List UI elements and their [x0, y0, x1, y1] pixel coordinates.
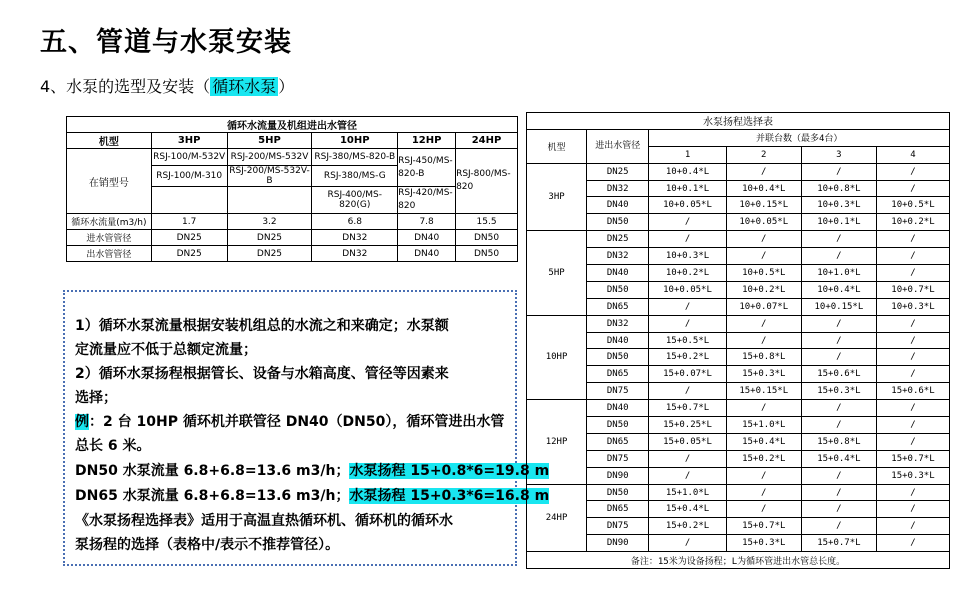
head-value-cell: / [801, 501, 876, 518]
table-cell: DN25 [151, 230, 227, 246]
head-value-cell: 10+0.2*L [726, 281, 801, 298]
head-value-cell: / [876, 535, 949, 552]
pipe-cell: DN32 [587, 248, 649, 265]
pipe-cell: DN75 [587, 518, 649, 535]
table-row [527, 501, 950, 518]
pipe-cell: DN50 [587, 214, 649, 231]
table-cell: DN25 [151, 246, 227, 262]
model-cell: 12HP [527, 400, 587, 484]
head-value-cell: / [801, 248, 876, 265]
table-row [527, 417, 950, 434]
head-value-cell: 10+0.07*L [726, 298, 801, 315]
table-cell: DN32 [312, 246, 398, 262]
table-row [527, 197, 950, 214]
head-value-cell: 15+0.3*L [876, 467, 949, 484]
head-value-cell: / [649, 298, 726, 315]
table-row [527, 315, 950, 332]
model-cell: RSJ-200/MS-532V [227, 149, 312, 166]
head-value-cell: / [876, 265, 949, 282]
head-value-cell: / [649, 231, 726, 248]
head-value-cell: / [726, 400, 801, 417]
dn50-line [75, 459, 549, 483]
dn65-highlight: 水泵扬程 15+0.3*6=16.8 m [349, 488, 550, 504]
header-cell: 24HP [456, 133, 518, 149]
head-value-cell: 15+0.2*L [649, 349, 726, 366]
header-cell: 12HP [398, 133, 456, 149]
row-label: 进水管管径 [67, 230, 152, 246]
pipe-cell: DN75 [587, 383, 649, 400]
head-value-cell: / [726, 248, 801, 265]
row-label: 出水管管径 [67, 246, 152, 262]
head-value-cell: 10+0.4*L [649, 163, 726, 180]
head-value-cell: / [726, 484, 801, 501]
head-value-cell: 10+0.05*L [649, 197, 726, 214]
example-text: ：2 台 10HP 循环机并联管径 DN40（DN50），循环管进出水管 [89, 414, 505, 430]
pipe-cell: DN65 [587, 433, 649, 450]
pipe-cell: DN25 [587, 231, 649, 248]
flow-pipe-table [66, 116, 518, 262]
model-cell: 10HP [527, 315, 587, 399]
head-value-cell: / [876, 231, 949, 248]
head-value-cell: 15+0.6*L [876, 383, 949, 400]
head-value-cell: 15+0.5*L [649, 332, 726, 349]
head-value-cell: 15+0.3*L [726, 366, 801, 383]
head-value-cell: / [876, 417, 949, 434]
head-value-cell: 15+0.05*L [649, 433, 726, 450]
pipe-cell: DN40 [587, 332, 649, 349]
table-row [527, 332, 950, 349]
table-cell: DN50 [456, 230, 518, 246]
page-title: 五、管道与水泵安装 [40, 27, 292, 58]
head-value-cell: / [801, 349, 876, 366]
head-value-cell: 10+0.4*L [801, 281, 876, 298]
subtitle-highlight: 循环水泵 [212, 77, 277, 96]
head-value-cell: 10+0.5*L [876, 197, 949, 214]
head-value-cell: 15+0.25*L [649, 417, 726, 434]
pipe-cell: DN32 [587, 315, 649, 332]
pipe-cell: DN25 [587, 163, 649, 180]
pipe-cell: DN65 [587, 298, 649, 315]
head-value-cell: / [726, 163, 801, 180]
head-value-cell: 10+0.3*L [649, 248, 726, 265]
head-value-cell: 15+1.0*L [649, 484, 726, 501]
header-cell: 2 [726, 146, 801, 163]
pipe-cell: DN40 [587, 400, 649, 417]
pipe-cell: DN50 [587, 349, 649, 366]
head-value-cell: 10+0.5*L [726, 265, 801, 282]
table-row [527, 484, 950, 501]
head-value-cell: / [726, 315, 801, 332]
head-value-cell: 15+0.2*L [649, 518, 726, 535]
table-cell: 3.2 [227, 214, 312, 230]
model-cell: RSJ-380/MS-G [312, 166, 398, 187]
example-line [75, 410, 504, 434]
table-row [527, 349, 950, 366]
dn65-line [75, 484, 549, 508]
head-value-cell: 15+0.8*L [726, 349, 801, 366]
table-row [527, 214, 950, 231]
notes-box [63, 290, 550, 566]
table-row [527, 383, 950, 400]
head-value-cell: / [801, 332, 876, 349]
head-value-cell: 10+0.15*L [726, 197, 801, 214]
note-line: 《水泵扬程选择表》适用于高温直热循环机、循环机的循环水 [75, 513, 453, 529]
note-line: 选择； [75, 390, 117, 406]
row-label: 循环水流量(m3/h) [67, 214, 152, 230]
head-value-cell: / [876, 518, 949, 535]
note-line: 定流量应不低于总额定流量； [75, 342, 257, 358]
dn65-text: DN65 水泵流量 6.8+6.8=13.6 m3/h； [75, 488, 350, 504]
dn50-highlight: 水泵扬程 15+0.8*6=19.8 m [349, 463, 550, 479]
head-value-cell: / [726, 332, 801, 349]
head-value-cell: 15+0.6*L [801, 366, 876, 383]
flow-table-caption: 循环水流量及机组进出水管径 [67, 117, 518, 133]
head-table-footnote: 备注：15米为设备扬程；L为循环管进出水管总长度。 [527, 552, 950, 569]
head-value-cell: / [876, 366, 949, 383]
head-value-cell: 10+0.15*L [801, 298, 876, 315]
head-value-cell: / [726, 231, 801, 248]
head-value-cell: 15+0.4*L [726, 433, 801, 450]
pipe-cell: DN40 [587, 197, 649, 214]
head-value-cell: 10+0.05*L [649, 281, 726, 298]
pipe-cell: DN32 [587, 180, 649, 197]
head-value-cell: / [876, 484, 949, 501]
head-value-cell: 10+0.3*L [876, 298, 949, 315]
head-table-caption: 水泵扬程选择表 [527, 113, 950, 130]
dn50-text: DN50 水泵流量 6.8+6.8=13.6 m3/h； [75, 463, 350, 479]
table-row [527, 265, 950, 282]
section-subtitle [40, 74, 294, 97]
note-line: 1）循环水泵流量根据安装机组总的水流之和来确定；水泵额 [75, 318, 449, 334]
head-value-cell: 15+0.2*L [726, 450, 801, 467]
table-row [527, 281, 950, 298]
table-cell: 1.7 [151, 214, 227, 230]
table-row [527, 366, 950, 383]
head-value-cell: / [876, 501, 949, 518]
model-cell: RSJ-380/MS-820-B [312, 149, 398, 166]
head-value-cell: / [876, 400, 949, 417]
head-value-cell: / [876, 433, 949, 450]
table-row [527, 518, 950, 535]
pipe-cell: DN40 [587, 265, 649, 282]
head-value-cell: / [801, 315, 876, 332]
head-value-cell: 10+0.2*L [649, 265, 726, 282]
header-cell: 进出水管径 [587, 129, 649, 163]
head-value-cell: 15+0.3*L [726, 535, 801, 552]
head-value-cell: 15+0.7*L [649, 400, 726, 417]
head-value-cell: / [801, 484, 876, 501]
head-value-cell: 15+0.8*L [801, 433, 876, 450]
head-value-cell: 10+0.2*L [876, 214, 949, 231]
subtitle-prefix: 4、水泵的选型及安装（ [40, 77, 211, 96]
head-value-cell: 10+0.4*L [726, 180, 801, 197]
example-tag: 例 [75, 414, 89, 430]
model-cell: RSJ-100/M-310 [151, 166, 227, 187]
head-value-cell: 15+0.7*L [726, 518, 801, 535]
pipe-cell: DN90 [587, 467, 649, 484]
header-cell: 3HP [151, 133, 227, 149]
head-value-cell: / [649, 214, 726, 231]
model-cell: 24HP [527, 484, 587, 552]
table-row [527, 400, 950, 417]
header-cell: 10HP [312, 133, 398, 149]
table-cell: DN25 [227, 230, 312, 246]
table-cell: DN40 [398, 246, 456, 262]
header-cell: 4 [876, 146, 949, 163]
head-value-cell: / [649, 467, 726, 484]
table-row [527, 535, 950, 552]
head-value-cell: 10+0.1*L [649, 180, 726, 197]
head-value-cell: / [801, 467, 876, 484]
head-value-cell: 10+0.7*L [876, 281, 949, 298]
header-cell: 3 [801, 146, 876, 163]
pipe-cell: DN50 [587, 484, 649, 501]
header-cell: 并联台数（最多4台） [649, 129, 950, 146]
head-value-cell: / [801, 518, 876, 535]
note-line: 泵扬程的选择（表格中/表示不推荐管径）。 [75, 537, 340, 553]
head-value-cell: 15+0.7*L [876, 450, 949, 467]
header-cell: 5HP [227, 133, 312, 149]
head-value-cell: 10+0.1*L [801, 214, 876, 231]
table-row [527, 163, 950, 180]
pump-head-table [526, 112, 950, 569]
table-cell: DN50 [456, 246, 518, 262]
head-value-cell: 15+0.07*L [649, 366, 726, 383]
head-value-cell: 15+0.4*L [801, 450, 876, 467]
head-value-cell: / [876, 349, 949, 366]
head-value-cell: / [876, 163, 949, 180]
pipe-cell: DN65 [587, 501, 649, 518]
model-cell: RSJ-420/MS-820 [398, 187, 456, 214]
model-label: 在销型号 [67, 149, 152, 214]
model-cell: RSJ-100/M-532V [151, 149, 227, 166]
model-cell: 5HP [527, 231, 587, 315]
model-cell: RSJ-450/MS-820-B [398, 149, 456, 187]
head-value-cell: / [876, 332, 949, 349]
table-row [527, 180, 950, 197]
pipe-cell: DN50 [587, 417, 649, 434]
model-cell: RSJ-800/MS-820 [456, 149, 518, 214]
header-cell: 1 [649, 146, 726, 163]
head-value-cell: 10+0.3*L [801, 197, 876, 214]
head-value-cell: / [649, 383, 726, 400]
head-value-cell: / [649, 315, 726, 332]
header-cell: 机型 [527, 129, 587, 163]
note-line: 总长 6 米。 [75, 438, 151, 454]
table-row [527, 450, 950, 467]
table-cell: 7.8 [398, 214, 456, 230]
note-line: 2）循环水泵扬程根据管长、设备与水箱高度、管径等因素来 [75, 366, 449, 382]
head-value-cell: 15+0.15*L [726, 383, 801, 400]
head-value-cell: 15+0.3*L [801, 383, 876, 400]
head-value-cell: / [726, 467, 801, 484]
head-value-cell: / [801, 417, 876, 434]
header-cell: 机型 [67, 133, 152, 149]
head-value-cell: 15+0.7*L [801, 535, 876, 552]
pipe-cell: DN90 [587, 535, 649, 552]
model-cell: RSJ-200/MS-532V-B [227, 166, 312, 187]
head-value-cell: 15+0.4*L [649, 501, 726, 518]
table-cell: DN25 [227, 246, 312, 262]
table-row [527, 298, 950, 315]
model-cell: 3HP [527, 163, 587, 231]
table-row [527, 433, 950, 450]
subtitle-suffix: ） [278, 77, 295, 96]
head-value-cell: / [649, 535, 726, 552]
table-cell: 15.5 [456, 214, 518, 230]
table-cell: 6.8 [312, 214, 398, 230]
head-value-cell: / [876, 315, 949, 332]
pipe-cell: DN75 [587, 450, 649, 467]
head-value-cell: 10+0.8*L [801, 180, 876, 197]
table-row [527, 467, 950, 484]
head-value-cell: / [876, 180, 949, 197]
pipe-cell: DN65 [587, 366, 649, 383]
table-row [527, 248, 950, 265]
head-value-cell: 15+1.0*L [726, 417, 801, 434]
model-cell: RSJ-400/MS-820(G) [312, 187, 398, 214]
head-value-cell: 10+0.05*L [726, 214, 801, 231]
pipe-cell: DN50 [587, 281, 649, 298]
head-value-cell: / [876, 248, 949, 265]
table-cell: DN40 [398, 230, 456, 246]
head-value-cell: / [801, 231, 876, 248]
table-row [527, 231, 950, 248]
head-value-cell: / [801, 163, 876, 180]
head-value-cell: / [649, 450, 726, 467]
table-cell: DN32 [312, 230, 398, 246]
head-value-cell: / [726, 501, 801, 518]
head-value-cell: / [801, 400, 876, 417]
head-value-cell: 10+1.0*L [801, 265, 876, 282]
